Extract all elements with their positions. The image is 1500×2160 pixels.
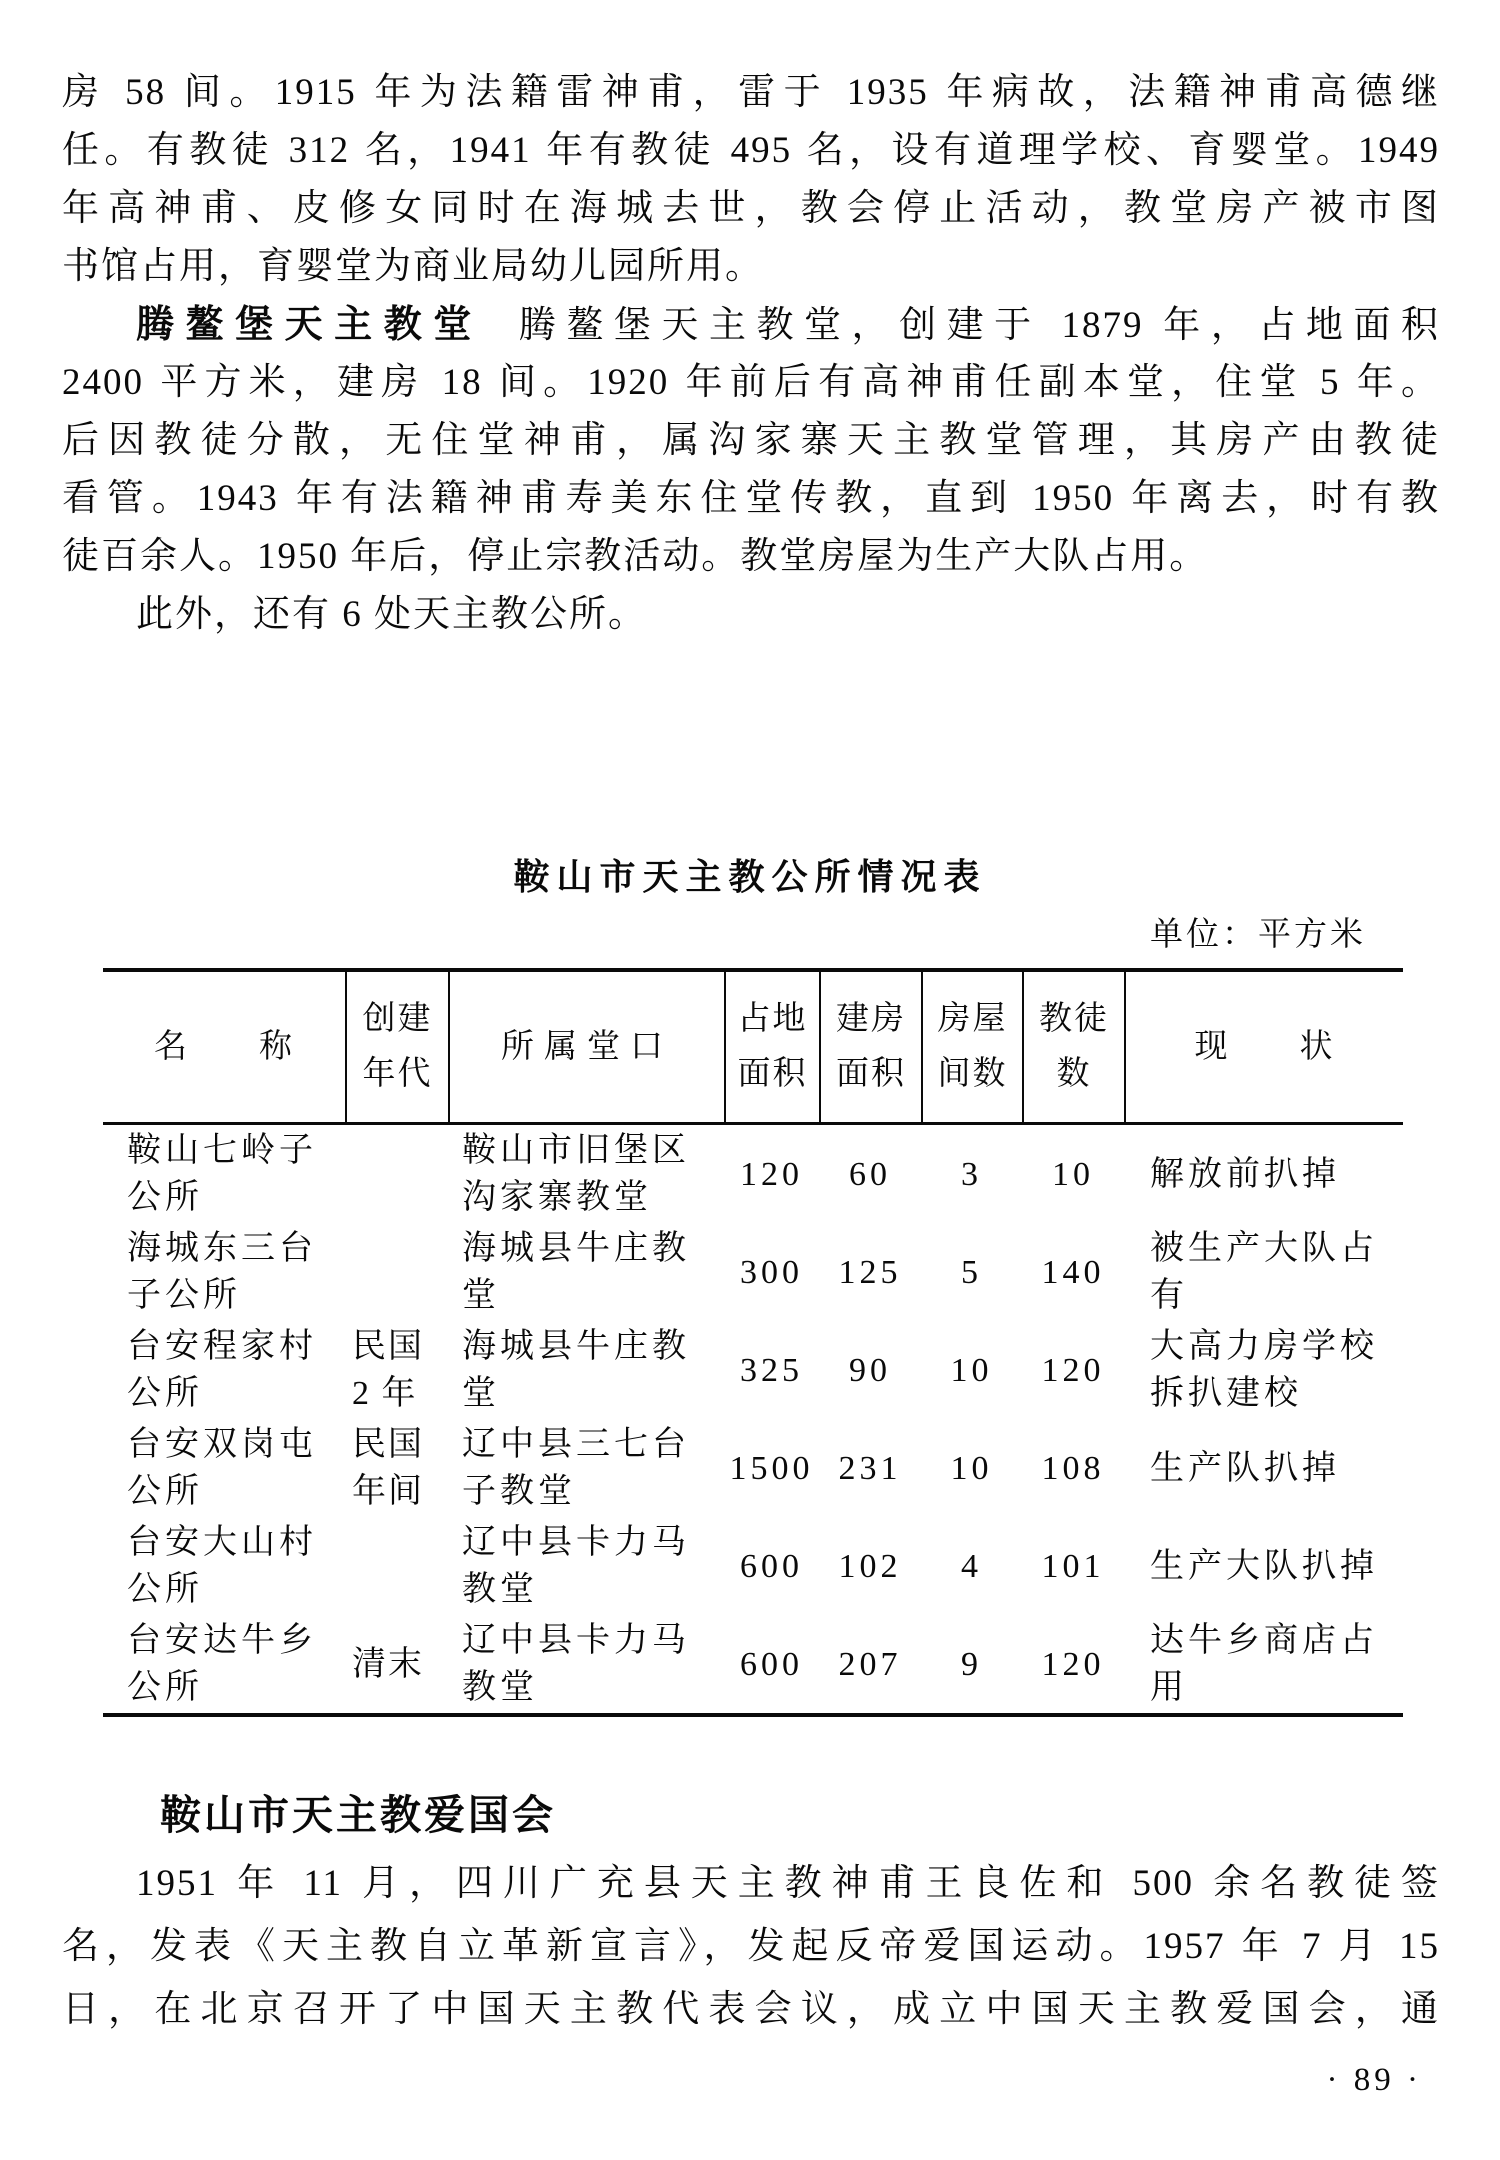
text-line: 后因教徒分散，无住堂神甫，属沟家寨天主教堂管理，其房产由教徒: [62, 420, 1440, 461]
text-line: 任。有教徒 312 名，1941 年有教徒 495 名，设有道理学校、育婴堂。1949: [62, 130, 1440, 171]
text-line: 徒百余人。1950 年后，停止宗教活动。教堂房屋为生产大队占用。: [62, 536, 1209, 577]
cell-status: 被生产大队占 有: [1150, 1230, 1378, 1314]
table-row: [103, 1517, 1403, 1615]
cell-status: 大高力房学校 拆扒建校: [1150, 1328, 1378, 1412]
cell-land-area: 1500: [729, 1449, 814, 1487]
cell-status: 生产队扒掉: [1150, 1449, 1340, 1487]
cell-building-area: 90: [849, 1351, 891, 1389]
cell-era: [345, 1125, 448, 1223]
cell-parish: 辽中县卡力马 教堂: [462, 1622, 690, 1706]
text-line: 日，在北京召开了中国天主教代表会议，成立中国天主教爱国会，通: [62, 1989, 1440, 2030]
cell-parish: 海城县牛庄教 堂: [462, 1328, 690, 1412]
cell-room-count: 5: [961, 1253, 982, 1291]
cell-building-area: 60: [849, 1155, 891, 1193]
table-row: [103, 1223, 1403, 1321]
cell-name: 海城东三台 子公所: [127, 1230, 317, 1314]
cell-room-count: 10: [950, 1351, 993, 1389]
header-cell: 名 称: [154, 1028, 294, 1065]
text-line: 房 58 间。1915 年为法籍雷神甫，雷于 1935 年病故，法籍神甫高德继: [62, 72, 1440, 113]
text-line: 此外，还有 6 处天主教公所。: [136, 594, 647, 635]
cell-status: 解放前扒掉: [1150, 1155, 1340, 1193]
header-cell: 现 状: [1124, 972, 1403, 1122]
cell-believer-count: 108: [1041, 1449, 1105, 1487]
page-number: · 89 ·: [1326, 2062, 1422, 2098]
cell-room-count: 4: [961, 1547, 982, 1585]
cell-building-area: 207: [838, 1645, 902, 1683]
cell-era: 清末: [352, 1645, 424, 1683]
cell-parish: 辽中县卡力马 教堂: [462, 1524, 690, 1608]
text-line: 书馆占用，育婴堂为商业局幼儿园所用。: [62, 246, 764, 287]
cell-land-area: 300: [740, 1253, 803, 1291]
table-row: [103, 1125, 1403, 1223]
section-paragraphs: [62, 1852, 1440, 2041]
table-title: 鞍山市天主教公所情况表: [513, 857, 987, 897]
cell-believer-count: 120: [1041, 1351, 1105, 1389]
cell-believer-count: 101: [1041, 1547, 1105, 1585]
unit-note: 单位：平方米: [1150, 917, 1366, 953]
text-line: 名，发表《天主教自立革新宣言》，发起反帝爱国运动。1957 年 7 月 15: [62, 1926, 1440, 1967]
cell-name: 台安双岗屯 公所: [127, 1426, 317, 1510]
table-row: [103, 1615, 1403, 1713]
inline-heading: 腾鳌堡天主教堂: [136, 304, 483, 346]
header-cell: 所属堂口: [448, 972, 724, 1122]
cell-era: 民国 年间: [352, 1426, 424, 1510]
cell-name: 鞍山七岭子 公所: [127, 1132, 317, 1216]
header-cell: 创建 年代: [345, 972, 448, 1122]
cell-era: [345, 1517, 448, 1615]
cell-building-area: 231: [838, 1449, 902, 1487]
cell-era: 民国 2 年: [352, 1328, 424, 1412]
header-cell: 占地 面积: [724, 972, 819, 1122]
cell-building-area: 102: [838, 1547, 902, 1585]
cell-land-area: 600: [740, 1547, 803, 1585]
cell-believer-count: 140: [1041, 1253, 1105, 1291]
table-row: [103, 1419, 1403, 1517]
cell-name: 台安达牛乡 公所: [127, 1622, 317, 1706]
cell-land-area: 600: [740, 1645, 803, 1683]
text-line: 2400 平方米，建房 18 间。1920 年前后有高神甫任副本堂，住堂 5 年。: [62, 362, 1440, 403]
cell-parish: 辽中县三七台 子教堂: [462, 1426, 690, 1510]
section-heading: 鞍山市天主教爱国会: [160, 1792, 556, 1838]
header-cell: 房屋 间数: [921, 972, 1022, 1122]
cell-status: 达牛乡商店占 用: [1150, 1622, 1378, 1706]
table-row: [103, 1321, 1403, 1419]
cell-building-area: 125: [838, 1253, 902, 1291]
cell-believer-count: 120: [1041, 1645, 1105, 1683]
cell-room-count: 9: [961, 1645, 982, 1683]
text-line: 年高神甫、皮修女同时在海城去世，教会停止活动，教堂房产被市图: [62, 188, 1440, 229]
cell-status: 生产大队扒掉: [1150, 1547, 1378, 1585]
header-cell: 教徒 数: [1022, 972, 1124, 1122]
text-line: 1951 年 11 月，四川广充县天主教神甫王良佐和 500 余名教徒签: [136, 1863, 1440, 1904]
body-paragraphs: [62, 64, 1440, 644]
text-line: 看管。1943 年有法籍神甫寿美东住堂传教，直到 1950 年离去，时有教: [62, 478, 1440, 519]
cell-room-count: 3: [961, 1155, 982, 1193]
header-cell: 建房 面积: [819, 972, 921, 1122]
table-header: [103, 968, 1403, 1125]
cell-room-count: 10: [950, 1449, 993, 1487]
cell-era: [345, 1223, 448, 1321]
cell-name: 台安程家村 公所: [127, 1328, 317, 1412]
cell-believer-count: 10: [1052, 1155, 1094, 1193]
cell-land-area: 120: [740, 1155, 803, 1193]
text-line: 腾鳌堡天主教堂 腾鳌堡天主教堂，创建于 1879 年，占地面积: [136, 304, 1440, 346]
cell-parish: 鞍山市旧堡区 沟家寨教堂: [462, 1132, 690, 1216]
cell-parish: 海城县牛庄教 堂: [462, 1230, 690, 1314]
cell-name: 台安大山村 公所: [127, 1524, 317, 1608]
cell-land-area: 325: [740, 1351, 803, 1389]
catholic-halls-table: [103, 968, 1403, 1717]
